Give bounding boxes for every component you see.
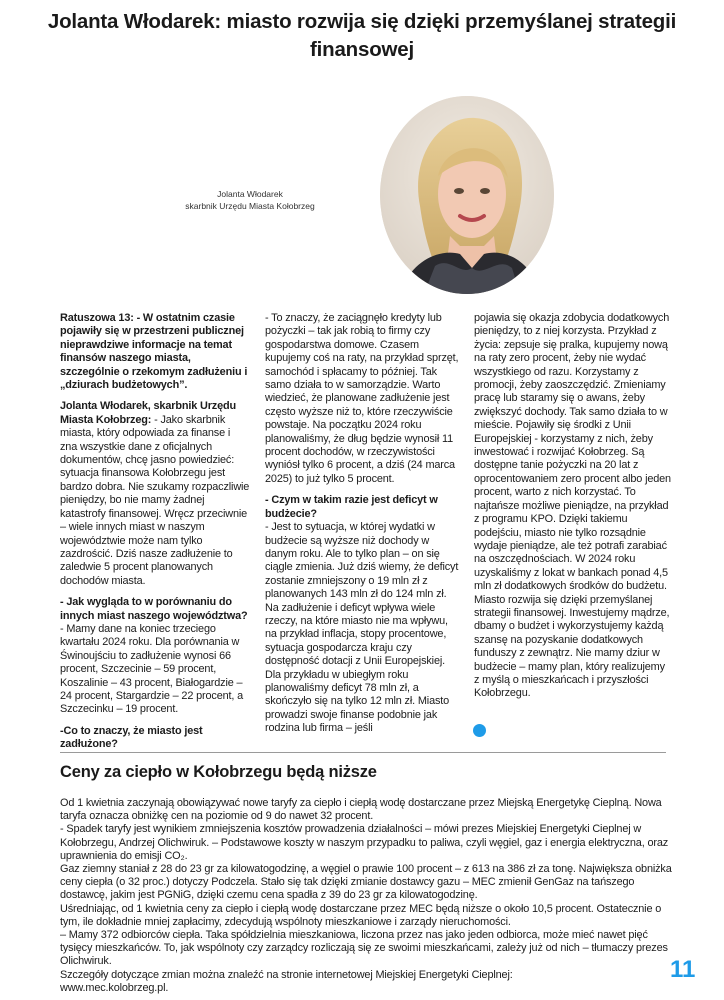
website-link[interactable]: www.mec.kolobrzeg.pl.	[60, 981, 169, 994]
caption-role: skarbnik Urzędu Miasta Kołobrzeg	[185, 201, 315, 211]
speaker: Jolanta Włodarek, skarbnik Urzędu Miasta Kołobrzeg:	[60, 400, 237, 426]
photo-caption	[150, 188, 350, 212]
text-block: pojawia się okazja zdobycia dodatkowych pieniędzy, to z niej korzysta. Przykład z życia: zepsuje się pralka, kupujemy nową na raty zero procent, żeby nie wydać wszystkiego od razu. Korzystamy z promocji, żeby zaoszczędzić. Zmieniamy pracę lub staramy się o awans, żeby zwiększyć dochody. Tak samo działa to w mieście. Pojawiły się środki z Unii Europejskiej - korzystamy z nich, żeby inwestować i rozwijać Kołobrzeg. Są dostępne tanie pożyczki na 20 lat z oprocentowaniem zero procent albo jeden procent, warto z nich korzystać. To najtańsze możliwe pieniądze, na przykład z programu KPO. Dzięki takiemu podejściu, miasto nie tylko rozsądnie wydaje pieniądze, ale też potrafi zarabiać na oszczędnościach. W 2024 roku uzyskaliśmy z lokat w bankach ponad 4,5 mln zł dodatkowych środków do budżetu. Miasto rozwija się dzięki przemyślanej strategii finansowej. Inwestujemy mądrze, dbamy o budżet i wykorzystujemy każdą szansę na pozyskanie dodatkowych funduszy z zewnątrz. Nie mamy dziur w budżecie – mamy plan, który realizujemy z myślą o mieszkańcach i przyszłości Kołobrzegu.	[474, 312, 671, 700]
question: -Co to znaczy, że miasto jest zadłużone?	[60, 724, 203, 751]
article2-body	[60, 797, 672, 995]
paragraph: - Spadek taryfy jest wynikiem zmniejszenia kosztów prowadzenia działalności – mówi prezes Miejskiej Energetyki Cieplnej w Kołobrzegu, Andrzej Olichwiruk. – Podstawowe koszty w naszym przypadku to paliwa, czyli węgiel, gaz i energia elektryczna, oraz uprawnienia do emisji CO₂.	[60, 823, 669, 862]
text-block	[265, 312, 460, 486]
caption-name: Jolanta Włodarek	[217, 189, 283, 199]
interview-column-2	[265, 312, 460, 744]
text-block	[265, 521, 460, 736]
answer: - Jako skarbnik miasta, który odpowiada za finanse i zna wszystkie dane z oficjalnych dokumentów, chcę jasno powiedzieć: sytuacja finansowa Kołobrzegu jest bardzo dobra. Nie szukamy rozpaczliwie pieniędzy, bo nie mamy żadnej katastrofy finansowej. Wręcz przeciwnie – wiele innych miast w naszym województwie może nam tylko zazdrościć. Dziś nasze zadłużenie to zaledwie 5 procent planowanych dochodów miasta.	[60, 413, 250, 587]
page-title: Jolanta Włodarek: miasto rozwija się dzięki przemyślanej strategii finansowej	[47, 10, 677, 61]
paragraph: Od 1 kwietnia zaczynają obowiązywać nowe taryfy za ciepło i ciepłą wodę dostarczane przez Miejską Energetykę Cieplną. Nowa taryfa oznacza obniżkę cen na poziomie od 9 do nawet 32 procent.	[60, 797, 662, 823]
question: Ratuszowa 13: - W ostatnim czasie pojawiły się w przestrzeni publicznej nieprawdziwe informacje na temat finansów naszego miasta, szczególnie o rzekomym zadłużeniu i „dziurach budżetowych”.	[60, 312, 248, 392]
paragraph: Szczegóły dotyczące zmian można znaleźć na stronie internetowej Miejskiej Energetyki Cieplnej:	[60, 968, 513, 981]
section-divider	[60, 752, 666, 753]
text-block	[265, 494, 460, 521]
text-block	[60, 725, 250, 752]
question: - Jak wygląda to w porównaniu do innych miast naszego województwa?	[60, 596, 248, 622]
end-mark-icon	[473, 724, 486, 737]
portrait-photo	[380, 96, 554, 294]
answer: - Jest to sytuacja, w której wydatki w budżecie są wyższe niż dochody w danym roku. Ale to tylko plan – on się ciągle zmienia. Już dziś wiemy, że deficyt zostanie zmniejszony o 19 mln zł z planowanych 143 mln zł do 124 mln zł. Na zadłużenie i deficyt wpływa wiele rzeczy, na które miasto nie ma wpływu, na przykład inflacja, stopy procentowe, sytuacja gospodarcza kraju czy dostępność dotacji z Unii Europejskiej. Dla przykładu w ubiegłym roku planowaliśmy deficyt 78 mln zł, a skończyło się na tylko 12 mln zł. Miasto prowadzi swoje finanse podobnie jak rodzina lub firma – jeśli	[265, 521, 459, 735]
paragraph: Uśredniając, od 1 kwietnia ceny za ciepło i ciepłą wodę dostarczane przez MEC będą niższe o około 10,5 procent. Ostatecznie o tym, ile dokładnie mniej zapłacimy, zdecydują wspólnoty mieszkaniowe i zarządy nieruchomości.	[60, 902, 662, 928]
question: - Czym w takim razie jest deficyt w budżecie?	[265, 494, 438, 520]
article2-title: Ceny za ciepło w Kołobrzegu będą niższe	[60, 763, 377, 781]
text-block	[60, 596, 250, 623]
text-block	[60, 623, 250, 717]
paragraph: Gaz ziemny staniał z 28 do 23 gr za kilowatogodzinę, a węgiel o prawie 100 procent – z 613 na 386 zł za tonę. Największa obniżka ceny ciepła (o 32 proc.) dotyczy Podczela. Stało się tak dzięki zmianie dostawcy gazu – MEC zmienił GenGaz na tańszego dostawcę, jakim jest PGNiG, dzięki czemu cena spadła z 39 do 23 gr za kilowatogodzinę.	[60, 863, 672, 902]
page-number: 11	[670, 956, 696, 983]
interview-column-1	[60, 312, 250, 760]
text-block	[60, 312, 250, 392]
answer: - To znaczy, że zaciągnęło kredyty lub pożyczki – tak jak robią to firmy czy gospodarstwa domowe. Czasem kupujemy coś na raty, na przykład sprzęt, samochód i spłacamy to później. Tak samo działa to w samorządzie. Warto wiedzieć, że planowane zadłużenie jest często wyższe niż to, które rzeczywiście powstaje. Na początku 2024 roku planowaliśmy, że dług będzie wynosił 11 procent dochodów, w rzeczywistości wyniósł tylko 6 procent, a dziś (24 marca 2025) to już tylko 5 procent.	[265, 312, 459, 485]
answer: - Mamy dane na koniec trzeciego kwartału 2024 roku. Dla porównania w Świnoujściu to zadłużenie wynosi 66 procent, Szczecinie – 59 procent, Koszalinie – 43 procent, Białogardzie – 24 procent, Stargardzie – 22 procent, a Szczecinku – 19 procent.	[60, 622, 244, 716]
paragraph: – Mamy 372 odbiorców ciepła. Taka spółdzielnia mieszkaniowa, liczona przez nas jako jeden odbiorca, może mieć nawet pięć tysięcy mieszkańców. To, jak wspólnoty czy zarządcy rozliczają się ze swoimi mieszkańcami, zależy już od nich – tłumaczy prezes Olichwiruk.	[60, 929, 668, 968]
text-block	[60, 400, 250, 588]
interview-column-3	[474, 312, 672, 701]
